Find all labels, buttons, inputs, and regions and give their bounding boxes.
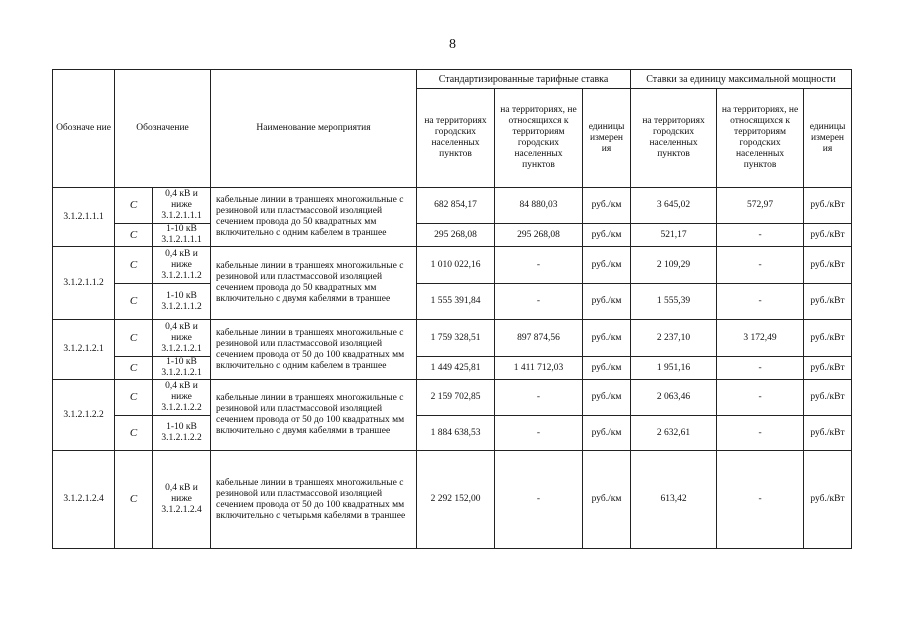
row-voltage: 0,4 кВ и ниже 3.1.2.1.2.2 — [153, 380, 211, 416]
cell-urban: 1 010 022,16 — [417, 247, 495, 284]
cell-urban: 295 268,08 — [417, 224, 495, 247]
header-oboznachenie-code: Обозначе ние — [53, 70, 115, 188]
cell-nonurban: - — [495, 416, 583, 451]
cell-p-unit: руб./кВт — [804, 188, 852, 224]
page-number: 8 — [449, 37, 456, 52]
row-code: 3.1.2.1.1.1 — [53, 188, 115, 247]
cell-p-nonurban: - — [717, 284, 804, 320]
cell-p-urban: 1 555,39 — [631, 284, 717, 320]
header-oboznachenie: Обозначение — [115, 70, 211, 188]
row-voltage: 0,4 кВ и ниже 3.1.2.1.2.1 — [153, 320, 211, 357]
cell-unit: руб./км — [583, 380, 631, 416]
cell-p-urban: 2 109,29 — [631, 247, 717, 284]
row-code: 3.1.2.1.2.2 — [53, 380, 115, 451]
row-mark: C — [115, 247, 153, 284]
cell-p-urban: 2 237,10 — [631, 320, 717, 357]
cell-unit: руб./км — [583, 284, 631, 320]
row-mark: C — [115, 416, 153, 451]
cell-p-urban: 1 951,16 — [631, 357, 717, 380]
row-code: 3.1.2.1.1.2 — [53, 247, 115, 320]
cell-unit: руб./км — [583, 188, 631, 224]
cell-nonurban: 1 411 712,03 — [495, 357, 583, 380]
row-name: кабельные линии в траншеях многожильные с резиновой или пластмассовой изоляцией сечением провода до 50 квадратных мм включительно с двумя кабелями в траншее — [211, 247, 417, 320]
cell-p-nonurban: 3 172,49 — [717, 320, 804, 357]
row-mark: C — [115, 224, 153, 247]
row-voltage: 0,4 кВ и ниже 3.1.2.1.1.1 — [153, 188, 211, 224]
cell-nonurban: - — [495, 284, 583, 320]
row-voltage: 0,4 кВ и ниже 3.1.2.1.2.4 — [153, 451, 211, 549]
cell-unit: руб./км — [583, 416, 631, 451]
tariff-table — [52, 69, 852, 549]
table-row — [53, 416, 852, 451]
row-mark: C — [115, 320, 153, 357]
cell-nonurban: 897 874,56 — [495, 320, 583, 357]
header-power-nonurban: на территориях, не относящихся к территориям городских населенных пунктов — [717, 89, 804, 188]
table-row — [53, 320, 852, 357]
cell-urban: 1 555 391,84 — [417, 284, 495, 320]
cell-unit: руб./км — [583, 320, 631, 357]
cell-unit: руб./км — [583, 357, 631, 380]
row-mark: C — [115, 284, 153, 320]
cell-p-unit: руб./кВт — [804, 357, 852, 380]
cell-p-nonurban: - — [717, 380, 804, 416]
cell-p-unit: руб./кВт — [804, 416, 852, 451]
table-row — [53, 284, 852, 320]
cell-p-unit: руб./кВт — [804, 320, 852, 357]
cell-p-nonurban: - — [717, 357, 804, 380]
cell-p-unit: руб./кВт — [804, 247, 852, 284]
header-unit: единицы измерен ия — [583, 89, 631, 188]
table-row — [53, 247, 852, 284]
cell-nonurban: - — [495, 451, 583, 549]
row-name: кабельные линии в траншеях многожильные с резиновой или пластмассовой изоляцией сечением провода от 50 до 100 квадратных мм включительно с одним кабелем в траншее — [211, 320, 417, 380]
row-mark: C — [115, 380, 153, 416]
table-row — [53, 188, 852, 224]
cell-p-nonurban: - — [717, 416, 804, 451]
row-voltage: 1-10 кВ 3.1.2.1.1.1 — [153, 224, 211, 247]
cell-urban: 1 759 328,51 — [417, 320, 495, 357]
cell-p-urban: 521,17 — [631, 224, 717, 247]
header-standard-rates: Стандартизированные тарифные ставка — [417, 70, 631, 89]
header-nonurban: на территориях, не относящихся к территориям городских населенных пунктов — [495, 89, 583, 188]
header-urban: на территориях городских населенных пунктов — [417, 89, 495, 188]
row-code: 3.1.2.1.2.1 — [53, 320, 115, 380]
header-power-rates: Ставки за единицу максимальной мощности — [631, 70, 852, 89]
cell-nonurban: 84 880,03 — [495, 188, 583, 224]
row-name: кабельные линии в траншеях многожильные с резиновой или пластмассовой изоляцией сечением провода от 50 до 100 квадратных мм включительно с четырьмя кабелями в траншее — [211, 451, 417, 549]
table-row — [53, 451, 852, 549]
cell-p-nonurban: - — [717, 247, 804, 284]
cell-p-urban: 3 645,02 — [631, 188, 717, 224]
row-voltage: 1-10 кВ 3.1.2.1.2.1 — [153, 357, 211, 380]
cell-p-urban: 2 632,61 — [631, 416, 717, 451]
row-name: кабельные линии в траншеях многожильные с резиновой или пластмассовой изоляцией сечением провода от 50 до 100 квадратных мм включительно с двумя кабелями в траншее — [211, 380, 417, 451]
cell-p-unit: руб./кВт — [804, 284, 852, 320]
row-mark: C — [115, 357, 153, 380]
cell-p-unit: руб./кВт — [804, 451, 852, 549]
cell-p-nonurban: - — [717, 451, 804, 549]
cell-urban: 2 292 152,00 — [417, 451, 495, 549]
table-row — [53, 380, 852, 416]
table-row — [53, 357, 852, 380]
cell-p-nonurban: - — [717, 224, 804, 247]
cell-p-urban: 2 063,46 — [631, 380, 717, 416]
row-voltage: 0,4 кВ и ниже 3.1.2.1.1.2 — [153, 247, 211, 284]
row-voltage: 1-10 кВ 3.1.2.1.2.2 — [153, 416, 211, 451]
cell-unit: руб./км — [583, 224, 631, 247]
row-mark: C — [115, 451, 153, 549]
cell-urban: 2 159 702,85 — [417, 380, 495, 416]
cell-nonurban: - — [495, 380, 583, 416]
row-code: 3.1.2.1.2.4 — [53, 451, 115, 549]
cell-urban: 682 854,17 — [417, 188, 495, 224]
cell-p-nonurban: 572,97 — [717, 188, 804, 224]
cell-unit: руб./км — [583, 247, 631, 284]
header-power-urban: на территориях городских населенных пунктов — [631, 89, 717, 188]
header-power-unit: единицы измерен ия — [804, 89, 852, 188]
cell-p-urban: 613,42 — [631, 451, 717, 549]
header-naimenovanie: Наименование мероприятия — [211, 70, 417, 188]
cell-urban: 1 884 638,53 — [417, 416, 495, 451]
cell-unit: руб./км — [583, 451, 631, 549]
cell-p-unit: руб./кВт — [804, 224, 852, 247]
row-mark: C — [115, 188, 153, 224]
cell-urban: 1 449 425,81 — [417, 357, 495, 380]
table-row — [53, 224, 852, 247]
cell-nonurban: 295 268,08 — [495, 224, 583, 247]
cell-p-unit: руб./кВт — [804, 380, 852, 416]
row-name: кабельные линии в траншеях многожильные с резиновой или пластмассовой изоляцией сечением провода до 50 квадратных мм включительно с одним кабелем в траншее — [211, 188, 417, 247]
row-voltage: 1-10 кВ 3.1.2.1.1.2 — [153, 284, 211, 320]
cell-nonurban: - — [495, 247, 583, 284]
